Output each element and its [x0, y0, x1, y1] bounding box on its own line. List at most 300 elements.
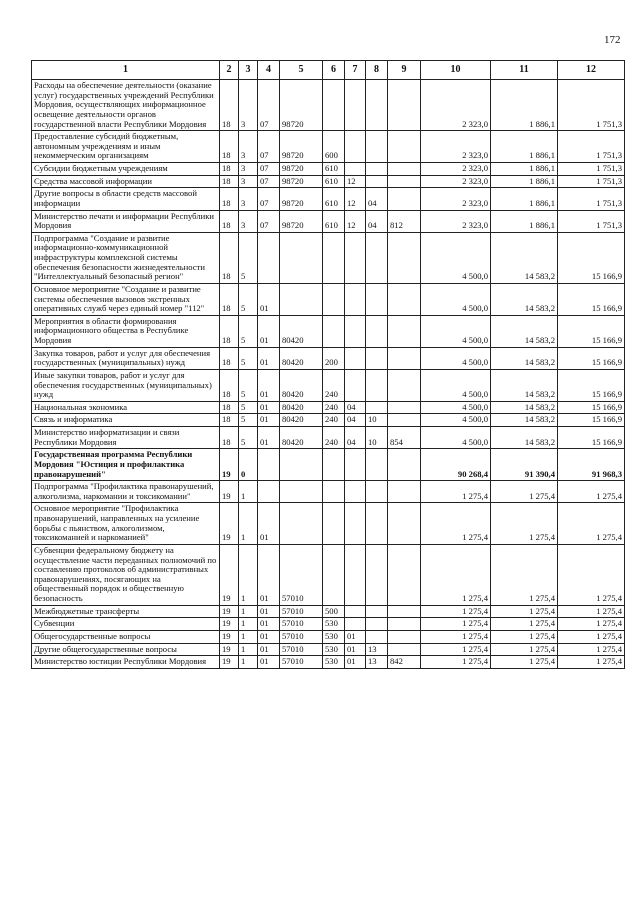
cell-c12: 15 166,9 — [558, 401, 625, 414]
cell-c9 — [388, 618, 421, 631]
row-name: Субсидии бюджетным учреждениям — [32, 163, 220, 176]
cell-c7: 04 — [345, 401, 366, 414]
cell-c12: 15 166,9 — [558, 347, 625, 369]
cell-c11: 14 583,2 — [491, 401, 558, 414]
cell-c7 — [345, 481, 366, 503]
cell-c12: 1 275,4 — [558, 605, 625, 618]
cell-c5: 98720 — [280, 80, 323, 131]
cell-c5: 57010 — [280, 605, 323, 618]
cell-c6: 530 — [323, 630, 345, 643]
cell-c9 — [388, 401, 421, 414]
cell-c5: 80420 — [280, 427, 323, 449]
cell-c9 — [388, 414, 421, 427]
cell-c5: 57010 — [280, 643, 323, 656]
column-header: 3 — [239, 61, 258, 80]
cell-c2: 19 — [220, 544, 239, 605]
cell-c6: 610 — [323, 163, 345, 176]
cell-c6: 200 — [323, 347, 345, 369]
cell-c12: 15 166,9 — [558, 232, 625, 283]
cell-c6: 530 — [323, 618, 345, 631]
cell-c5: 80420 — [280, 369, 323, 401]
cell-c11: 14 583,2 — [491, 232, 558, 283]
cell-c8 — [366, 163, 388, 176]
cell-c3: 3 — [239, 80, 258, 131]
cell-c7 — [345, 163, 366, 176]
cell-c5 — [280, 232, 323, 283]
column-header: 11 — [491, 61, 558, 80]
cell-c6: 600 — [323, 131, 345, 163]
cell-c3: 5 — [239, 414, 258, 427]
cell-c10: 1 275,4 — [421, 481, 491, 503]
cell-c4: 07 — [258, 163, 280, 176]
cell-c12: 15 166,9 — [558, 283, 625, 315]
cell-c9 — [388, 188, 421, 210]
cell-c6: 610 — [323, 210, 345, 232]
cell-c3: 3 — [239, 188, 258, 210]
cell-c7: 01 — [345, 630, 366, 643]
cell-c3: 5 — [239, 401, 258, 414]
cell-c11: 1 886,1 — [491, 175, 558, 188]
cell-c10: 1 275,4 — [421, 630, 491, 643]
page-number: 172 — [604, 34, 621, 46]
cell-c5: 80420 — [280, 315, 323, 347]
cell-c4: 01 — [258, 643, 280, 656]
cell-c3: 3 — [239, 210, 258, 232]
cell-c8: 10 — [366, 414, 388, 427]
table-row — [32, 630, 625, 643]
table-row — [32, 347, 625, 369]
cell-c12: 1 275,4 — [558, 630, 625, 643]
cell-c10: 2 323,0 — [421, 188, 491, 210]
cell-c3: 5 — [239, 369, 258, 401]
cell-c8 — [366, 80, 388, 131]
cell-c3: 1 — [239, 643, 258, 656]
cell-c6: 610 — [323, 175, 345, 188]
table-row — [32, 481, 625, 503]
cell-c3: 3 — [239, 163, 258, 176]
cell-c3: 5 — [239, 427, 258, 449]
cell-c5: 57010 — [280, 630, 323, 643]
cell-c11: 1 886,1 — [491, 210, 558, 232]
cell-c8 — [366, 630, 388, 643]
cell-c8 — [366, 481, 388, 503]
row-name: Связь и информатика — [32, 414, 220, 427]
cell-c9 — [388, 630, 421, 643]
cell-c6 — [323, 481, 345, 503]
cell-c9 — [388, 131, 421, 163]
table-row — [32, 618, 625, 631]
table-row — [32, 427, 625, 449]
cell-c7: 01 — [345, 656, 366, 669]
cell-c7 — [345, 283, 366, 315]
cell-c12: 1 275,4 — [558, 643, 625, 656]
cell-c8 — [366, 283, 388, 315]
cell-c2: 18 — [220, 80, 239, 131]
cell-c11: 1 275,4 — [491, 503, 558, 545]
cell-c2: 18 — [220, 369, 239, 401]
cell-c6 — [323, 232, 345, 283]
cell-c3: 3 — [239, 131, 258, 163]
cell-c9 — [388, 643, 421, 656]
cell-c8 — [366, 503, 388, 545]
cell-c6: 240 — [323, 369, 345, 401]
cell-c4: 07 — [258, 188, 280, 210]
cell-c9: 812 — [388, 210, 421, 232]
column-header: 10 — [421, 61, 491, 80]
cell-c8: 04 — [366, 210, 388, 232]
cell-c2: 18 — [220, 163, 239, 176]
row-name: Субвенции федеральному бюджету на осуществление части переданных полномочий по составлению протоколов об административных правонарушениях, посягающих на общественный порядок и общественную безопасность — [32, 544, 220, 605]
cell-c10: 4 500,0 — [421, 414, 491, 427]
cell-c3: 1 — [239, 481, 258, 503]
cell-c4: 01 — [258, 315, 280, 347]
cell-c2: 18 — [220, 315, 239, 347]
table-row — [32, 80, 625, 131]
row-name: Государственная программа Республики Мордовия "Юстиция и профилактика правонарушений" — [32, 449, 220, 481]
cell-c8: 13 — [366, 656, 388, 669]
cell-c2: 18 — [220, 414, 239, 427]
cell-c10: 90 268,4 — [421, 449, 491, 481]
cell-c7: 12 — [345, 175, 366, 188]
row-name: Основное мероприятие "Профилактика правонарушений, направленных на усиление борьбы с пьянством, алкоголизмом, токсикоманией и наркоманией" — [32, 503, 220, 545]
cell-c6: 240 — [323, 427, 345, 449]
table-row — [32, 315, 625, 347]
cell-c5: 57010 — [280, 618, 323, 631]
cell-c9 — [388, 175, 421, 188]
cell-c4 — [258, 481, 280, 503]
cell-c11: 14 583,2 — [491, 347, 558, 369]
cell-c4: 01 — [258, 347, 280, 369]
cell-c11: 1 275,4 — [491, 481, 558, 503]
table-row — [32, 643, 625, 656]
row-name: Министерство юстиции Республики Мордовия — [32, 656, 220, 669]
cell-c6 — [323, 80, 345, 131]
cell-c5: 98720 — [280, 131, 323, 163]
cell-c9 — [388, 232, 421, 283]
cell-c8 — [366, 369, 388, 401]
cell-c3: 5 — [239, 315, 258, 347]
cell-c12: 91 968,3 — [558, 449, 625, 481]
cell-c8 — [366, 449, 388, 481]
cell-c3: 5 — [239, 232, 258, 283]
cell-c10: 4 500,0 — [421, 283, 491, 315]
column-header: 9 — [388, 61, 421, 80]
cell-c10: 2 323,0 — [421, 80, 491, 131]
cell-c2: 19 — [220, 643, 239, 656]
cell-c10: 2 323,0 — [421, 175, 491, 188]
cell-c7 — [345, 544, 366, 605]
column-header: 8 — [366, 61, 388, 80]
cell-c2: 18 — [220, 427, 239, 449]
cell-c12: 1 275,4 — [558, 656, 625, 669]
cell-c9 — [388, 315, 421, 347]
cell-c11: 14 583,2 — [491, 315, 558, 347]
table-row — [32, 414, 625, 427]
row-name: Другие общегосударственные вопросы — [32, 643, 220, 656]
cell-c7 — [345, 369, 366, 401]
cell-c11: 1 275,4 — [491, 643, 558, 656]
row-name: Основное мероприятие "Создание и развитие системы обеспечения вызовов экстренных оперативных служб через единый номер "112" — [32, 283, 220, 315]
table-row — [32, 401, 625, 414]
cell-c3: 1 — [239, 503, 258, 545]
cell-c11: 14 583,2 — [491, 369, 558, 401]
cell-c2: 18 — [220, 232, 239, 283]
cell-c4: 01 — [258, 630, 280, 643]
row-name: Другие вопросы в области средств массовой информации — [32, 188, 220, 210]
cell-c7 — [345, 503, 366, 545]
cell-c9 — [388, 80, 421, 131]
cell-c10: 4 500,0 — [421, 347, 491, 369]
table-body — [32, 80, 625, 669]
cell-c10: 4 500,0 — [421, 401, 491, 414]
cell-c11: 1 275,4 — [491, 618, 558, 631]
cell-c7: 12 — [345, 188, 366, 210]
cell-c10: 1 275,4 — [421, 643, 491, 656]
cell-c6: 240 — [323, 401, 345, 414]
cell-c12: 1 751,3 — [558, 131, 625, 163]
cell-c11: 1 886,1 — [491, 163, 558, 176]
cell-c4 — [258, 449, 280, 481]
cell-c4: 01 — [258, 544, 280, 605]
cell-c9 — [388, 481, 421, 503]
cell-c10: 1 275,4 — [421, 656, 491, 669]
cell-c4: 01 — [258, 605, 280, 618]
row-name: Субвенции — [32, 618, 220, 631]
cell-c8 — [366, 544, 388, 605]
cell-c5: 80420 — [280, 401, 323, 414]
cell-c5: 57010 — [280, 656, 323, 669]
cell-c2: 18 — [220, 188, 239, 210]
column-header: 7 — [345, 61, 366, 80]
cell-c2: 18 — [220, 175, 239, 188]
cell-c2: 18 — [220, 210, 239, 232]
row-name: Министерство печати и информации Республики Мордовия — [32, 210, 220, 232]
cell-c11: 1 275,4 — [491, 544, 558, 605]
cell-c5 — [280, 503, 323, 545]
cell-c6: 240 — [323, 414, 345, 427]
cell-c3: 1 — [239, 630, 258, 643]
cell-c2: 19 — [220, 449, 239, 481]
cell-c4: 07 — [258, 210, 280, 232]
cell-c8 — [366, 618, 388, 631]
row-name: Подпрограмма "Создание и развитие информационно-коммуникационной инфраструктуры комплексной системы обеспечения безопасности жизнедеятельности "Интеллектуальный безопасный регион" — [32, 232, 220, 283]
row-name: Расходы на обеспечение деятельности (оказание услуг) государственных учреждений Республики Мордовия, осуществляющих информационное освещение деятельности органов государственной власти Республики Мордовия — [32, 80, 220, 131]
cell-c7: 01 — [345, 643, 366, 656]
cell-c10: 2 323,0 — [421, 131, 491, 163]
cell-c12: 15 166,9 — [558, 369, 625, 401]
cell-c2: 19 — [220, 503, 239, 545]
cell-c5 — [280, 449, 323, 481]
cell-c9 — [388, 163, 421, 176]
cell-c11: 14 583,2 — [491, 414, 558, 427]
cell-c4: 01 — [258, 656, 280, 669]
cell-c10: 1 275,4 — [421, 503, 491, 545]
cell-c2: 18 — [220, 347, 239, 369]
header-row — [32, 61, 625, 80]
cell-c2: 19 — [220, 481, 239, 503]
cell-c8 — [366, 232, 388, 283]
cell-c10: 4 500,0 — [421, 315, 491, 347]
column-header: 12 — [558, 61, 625, 80]
cell-c12: 1 275,4 — [558, 618, 625, 631]
row-name: Межбюджетные трансферты — [32, 605, 220, 618]
cell-c4: 01 — [258, 369, 280, 401]
cell-c12: 1 751,3 — [558, 210, 625, 232]
cell-c8: 13 — [366, 643, 388, 656]
cell-c11: 14 583,2 — [491, 283, 558, 315]
cell-c8 — [366, 131, 388, 163]
cell-c12: 1 275,4 — [558, 503, 625, 545]
cell-c11: 14 583,2 — [491, 427, 558, 449]
cell-c3: 1 — [239, 605, 258, 618]
cell-c12: 1 275,4 — [558, 544, 625, 605]
cell-c4: 01 — [258, 414, 280, 427]
cell-c12: 15 166,9 — [558, 315, 625, 347]
cell-c3: 1 — [239, 656, 258, 669]
cell-c7 — [345, 347, 366, 369]
cell-c6 — [323, 283, 345, 315]
table-row — [32, 210, 625, 232]
row-name: Предоставление субсидий бюджетным, автономным учреждениям и иным некоммерческим организациям — [32, 131, 220, 163]
cell-c9 — [388, 605, 421, 618]
cell-c7: 04 — [345, 414, 366, 427]
cell-c6 — [323, 449, 345, 481]
cell-c7 — [345, 232, 366, 283]
column-header: 6 — [323, 61, 345, 80]
cell-c9 — [388, 283, 421, 315]
table-row — [32, 232, 625, 283]
cell-c11: 1 886,1 — [491, 80, 558, 131]
cell-c9 — [388, 369, 421, 401]
cell-c2: 19 — [220, 605, 239, 618]
column-header: 2 — [220, 61, 239, 80]
table-row — [32, 503, 625, 545]
cell-c8 — [366, 175, 388, 188]
cell-c7 — [345, 315, 366, 347]
row-name: Подпрограмма "Профилактика правонарушений, алкоголизма, наркомании и токсикомании" — [32, 481, 220, 503]
cell-c7 — [345, 605, 366, 618]
cell-c10: 2 323,0 — [421, 163, 491, 176]
table-row — [32, 369, 625, 401]
cell-c10: 4 500,0 — [421, 232, 491, 283]
cell-c8: 04 — [366, 188, 388, 210]
cell-c2: 19 — [220, 618, 239, 631]
cell-c2: 18 — [220, 401, 239, 414]
cell-c12: 1 751,3 — [558, 188, 625, 210]
cell-c5: 80420 — [280, 414, 323, 427]
table-row — [32, 544, 625, 605]
cell-c7 — [345, 618, 366, 631]
cell-c11: 1 886,1 — [491, 188, 558, 210]
cell-c7: 12 — [345, 210, 366, 232]
cell-c12: 1 751,3 — [558, 80, 625, 131]
table-row — [32, 131, 625, 163]
cell-c7 — [345, 449, 366, 481]
cell-c3: 5 — [239, 283, 258, 315]
table-row — [32, 656, 625, 669]
cell-c9 — [388, 503, 421, 545]
cell-c7 — [345, 131, 366, 163]
cell-c10: 1 275,4 — [421, 618, 491, 631]
cell-c3: 0 — [239, 449, 258, 481]
cell-c12: 1 751,3 — [558, 163, 625, 176]
cell-c6: 530 — [323, 656, 345, 669]
cell-c5 — [280, 481, 323, 503]
cell-c4: 01 — [258, 283, 280, 315]
cell-c11: 1 275,4 — [491, 630, 558, 643]
cell-c11: 91 390,4 — [491, 449, 558, 481]
cell-c6 — [323, 315, 345, 347]
cell-c4: 07 — [258, 175, 280, 188]
cell-c8 — [366, 401, 388, 414]
cell-c7 — [345, 80, 366, 131]
cell-c3: 3 — [239, 175, 258, 188]
table-row — [32, 605, 625, 618]
row-name: Средства массовой информации — [32, 175, 220, 188]
cell-c5: 98720 — [280, 163, 323, 176]
cell-c5: 98720 — [280, 188, 323, 210]
cell-c12: 1 275,4 — [558, 481, 625, 503]
cell-c3: 5 — [239, 347, 258, 369]
cell-c11: 1 275,4 — [491, 656, 558, 669]
column-header: 4 — [258, 61, 280, 80]
cell-c6 — [323, 544, 345, 605]
cell-c9: 854 — [388, 427, 421, 449]
cell-c2: 18 — [220, 131, 239, 163]
cell-c9 — [388, 544, 421, 605]
row-name: Мероприятия в области формирования информационного общества в Республике Мордовия — [32, 315, 220, 347]
cell-c5: 57010 — [280, 544, 323, 605]
cell-c4: 01 — [258, 618, 280, 631]
table-row — [32, 188, 625, 210]
cell-c6: 610 — [323, 188, 345, 210]
cell-c6: 500 — [323, 605, 345, 618]
cell-c3: 1 — [239, 544, 258, 605]
cell-c11: 1 886,1 — [491, 131, 558, 163]
cell-c3: 1 — [239, 618, 258, 631]
cell-c10: 2 323,0 — [421, 210, 491, 232]
cell-c7: 04 — [345, 427, 366, 449]
cell-c11: 1 275,4 — [491, 605, 558, 618]
cell-c10: 1 275,4 — [421, 544, 491, 605]
column-header: 5 — [280, 61, 323, 80]
table-row — [32, 163, 625, 176]
cell-c12: 15 166,9 — [558, 414, 625, 427]
cell-c9 — [388, 347, 421, 369]
cell-c4: 07 — [258, 131, 280, 163]
table-row — [32, 175, 625, 188]
cell-c10: 4 500,0 — [421, 369, 491, 401]
row-name: Национальная экономика — [32, 401, 220, 414]
cell-c5: 98720 — [280, 175, 323, 188]
cell-c6 — [323, 503, 345, 545]
cell-c9: 842 — [388, 656, 421, 669]
cell-c9 — [388, 449, 421, 481]
row-name: Министерство информатизации и связи Республики Мордовия — [32, 427, 220, 449]
cell-c4: 01 — [258, 427, 280, 449]
cell-c4: 01 — [258, 401, 280, 414]
cell-c2: 18 — [220, 283, 239, 315]
cell-c12: 15 166,9 — [558, 427, 625, 449]
row-name: Иные закупки товаров, работ и услуг для обеспечения государственных (муниципальных) нужд — [32, 369, 220, 401]
row-name: Закупка товаров, работ и услуг для обеспечения государственных (муниципальных) нужд — [32, 347, 220, 369]
cell-c4 — [258, 232, 280, 283]
cell-c8 — [366, 347, 388, 369]
cell-c6: 530 — [323, 643, 345, 656]
budget-table — [31, 60, 625, 669]
cell-c5: 98720 — [280, 210, 323, 232]
cell-c5 — [280, 283, 323, 315]
